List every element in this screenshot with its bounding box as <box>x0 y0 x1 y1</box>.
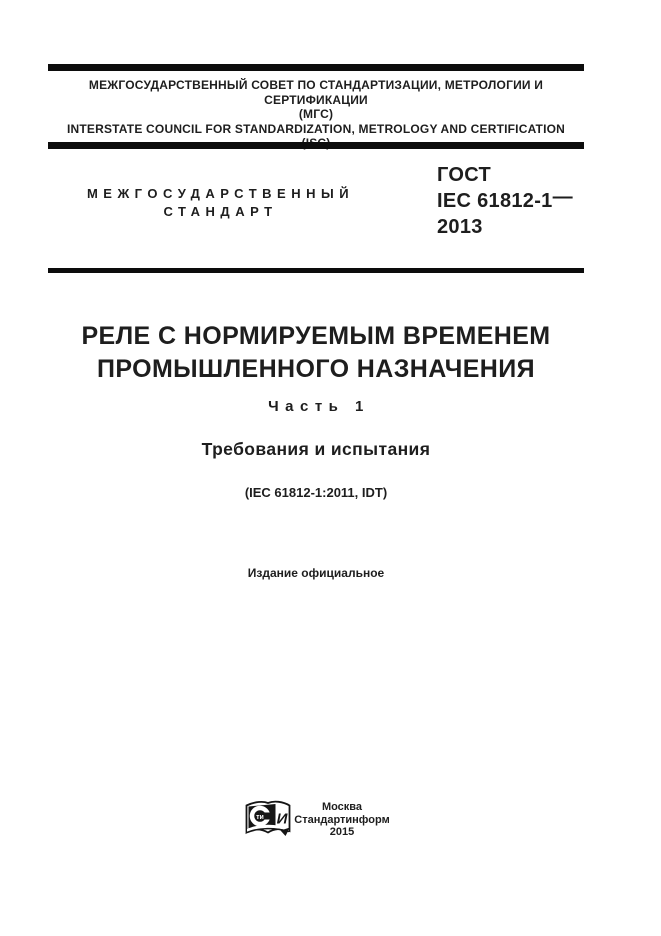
document-subtitle: Требования и испытания <box>201 439 431 459</box>
standard-kind-line1: МЕЖГОСУДАРСТВЕННЫЙ <box>86 186 355 201</box>
top-rule <box>48 64 584 71</box>
council-header <box>48 78 584 151</box>
logo-letters-ti: ти <box>256 814 264 821</box>
standard-kind-line2: СТАНДАРТ <box>163 204 278 219</box>
imprint-city: Москва <box>321 801 363 813</box>
council-name-ru: МЕЖГОСУДАРСТВЕННЫЙ СОВЕТ ПО СТАНДАРТИЗАЦИИ, МЕТРОЛОГИИ И СЕРТИФИКАЦИИ <box>88 78 544 107</box>
imprint <box>277 801 407 839</box>
designation-number: IEC 61812-1 <box>437 190 553 212</box>
logo-letter-i: И <box>276 810 288 828</box>
council-name-en: INTERSTATE COUNCIL FOR STANDARDIZATION, METROLOGY AND CERTIFICATION <box>66 121 566 136</box>
imprint-year: 2015 <box>329 826 355 839</box>
designation-number-line <box>437 185 573 214</box>
middle-rule <box>48 142 584 149</box>
designation-year: 2013 <box>437 216 483 238</box>
standard-designation <box>437 162 573 240</box>
lower-rule <box>48 268 584 273</box>
official-edition-note: Издание официальное <box>247 566 385 580</box>
document-title-line2: ПРОМЫШЛЕННОГО НАЗНАЧЕНИЯ <box>97 355 535 383</box>
council-abbr-ru: (МГС) <box>298 107 334 122</box>
document-title <box>48 320 584 386</box>
document-title-line1: РЕЛЕ С НОРМИРУЕМЫМ ВРЕМЕНЕМ <box>81 322 551 350</box>
imprint-publisher: Стандартинформ <box>294 813 390 826</box>
part-label: Часть 1 <box>268 398 370 415</box>
logo-c-opening <box>264 813 271 820</box>
gost-label: ГОСТ <box>437 164 491 186</box>
standard-kind <box>48 185 388 221</box>
designation-dash: — <box>552 185 573 208</box>
idt-reference: (IEC 61812-1:2011, IDT) <box>244 485 388 500</box>
